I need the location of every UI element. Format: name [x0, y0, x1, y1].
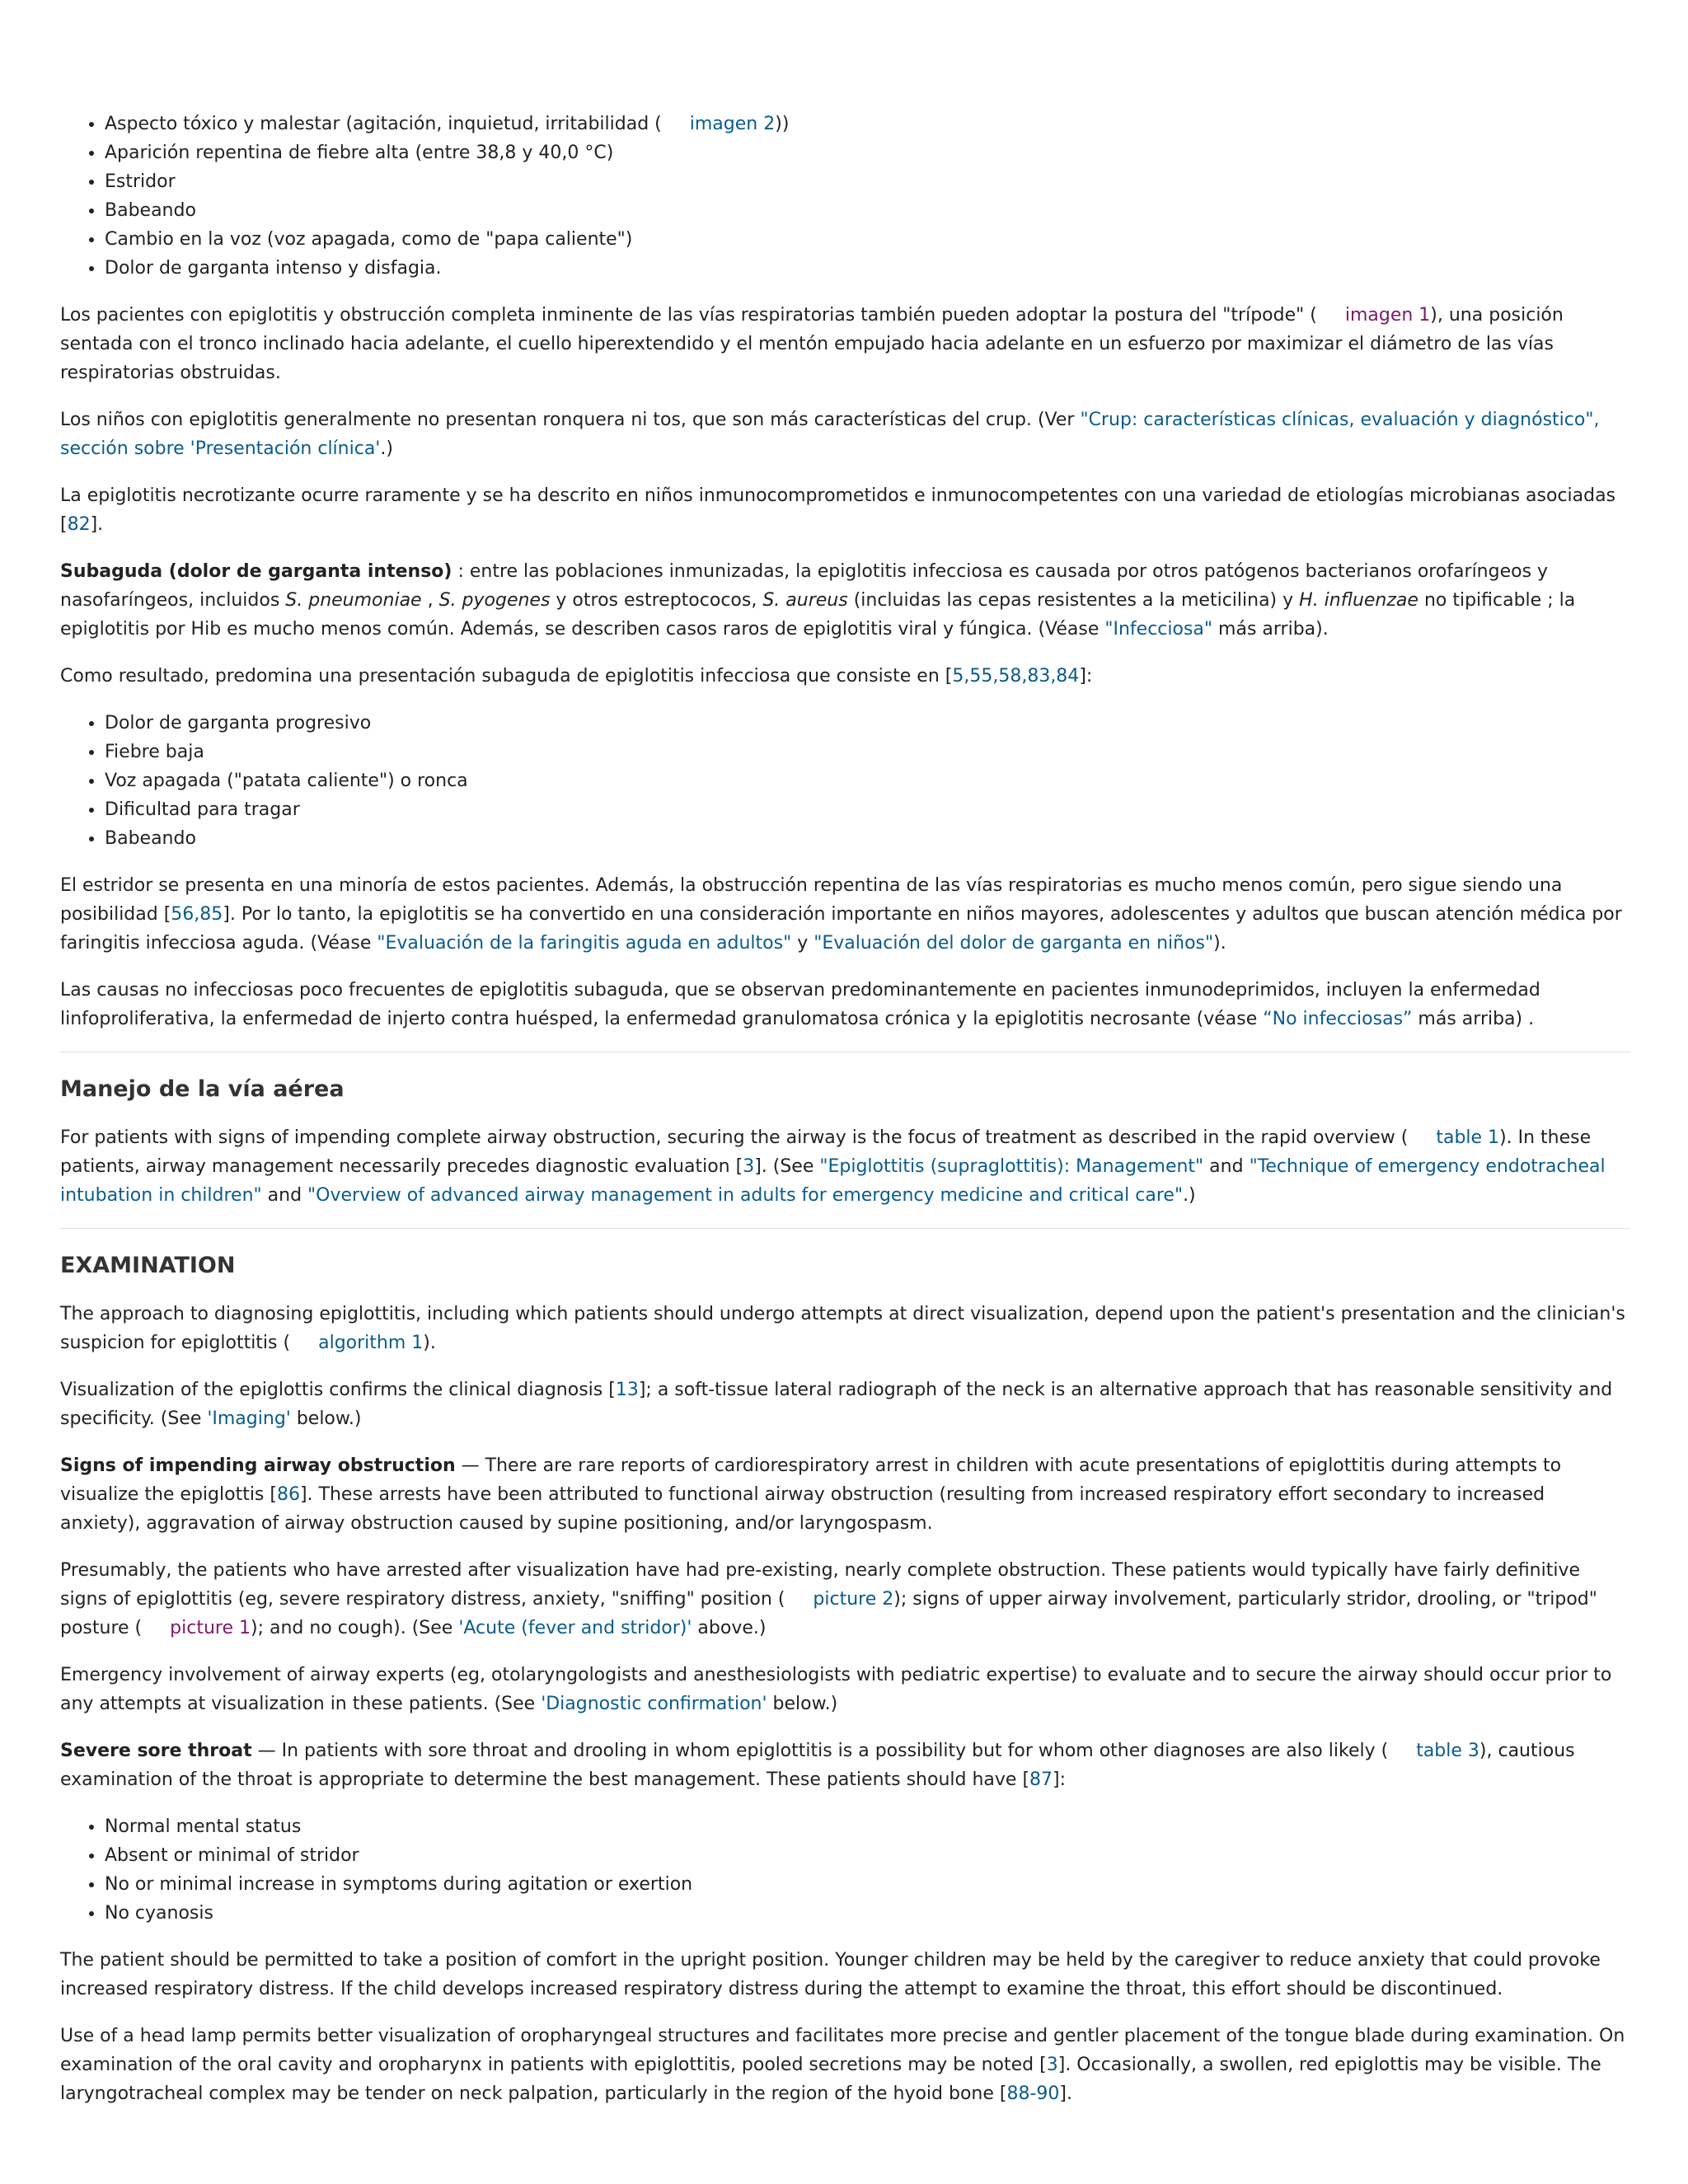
diagnostic-confirmation-link[interactable]: 'Diagnostic confirmation' — [541, 1694, 767, 1714]
list-item: • No cyanosis — [105, 1899, 1630, 1928]
paragraph-subaguda: Subaguda (dolor de garganta intenso) : entre las poblaciones inmunizadas, la epiglotitis infecciosa es causada por otros patógenos bacterianos orofaríngeos y nasofaríngeos, incluidos S. pneumoniae , S. pyogenes y otros estreptococos, S. aureus (incluidas las cepas resistentes a la meticilina) y H. influenzae no tipificable ; la epiglotitis por Hib es mucho menos común. Además, se describen casos raros de epiglotitis viral y fúngica. (Véase "Infecciosa" más arriba). — [60, 561, 1576, 640]
paragraph-tripode: Los pacientes con epiglotitis y obstrucción completa inminente de las vías respiratorias también pueden adoptar la postura del "trípode" ( imagen 1), una posición sentada con el tronco inclinado hacia adelante, el cuello hiperextendido y el mentón empujado hacia adelante en un esfuerzo por maximizar el diámetro de las vías respiratorias obstruidas. — [60, 305, 1564, 383]
list-item: • Cambio en la voz (voz apagada, como de "papa caliente") — [105, 225, 1630, 254]
section-divider — [60, 1228, 1630, 1229]
reference-link[interactable]: 5,55,58,83,84 — [952, 666, 1080, 687]
list-item: • Dificultad para tragar — [105, 795, 1630, 824]
paragraph-presumably: Presumably, the patients who have arrested after visualization have had pre-existing, nearly complete obstruction. These patients would typically have fairly definitive signs of epiglottitis (eg, severe respiratory distress, anxiety, "sniffing" position ( picture 2); signs of upper airway involvement, particularly stridor, drooling, or "tripod" posture ( picture 1); and no cough). (See 'Acute (fever and stridor)' above.) — [60, 1560, 1597, 1638]
section-heading-manejo: Manejo de la vía aérea — [60, 1076, 345, 1102]
paragraph-necrotizante: La epiglotitis necrotizante ocurre raramente y se ha descrito en niños inmunocomprometidos e inmunocompetentes con una variedad de etiologías microbianas asociadas [82]. — [60, 485, 1616, 535]
imaging-link[interactable]: 'Imaging' — [207, 1408, 291, 1429]
reference-link[interactable]: 88-90 — [1006, 2083, 1060, 2104]
list-item: • Fiebre baja — [105, 738, 1630, 766]
acute-fever-stridor-link[interactable]: 'Acute (fever and stridor)' — [458, 1618, 692, 1638]
list-item: • Babeando — [105, 196, 1630, 225]
imagen-1-link[interactable]: imagen 1 — [1344, 305, 1431, 326]
list-item: • No or minimal increase in symptoms during agitation or exertion — [105, 1870, 1630, 1899]
list-item: • Aspecto tóxico y malestar (agitación, inquietud, irritabilidad ( imagen 2)) — [105, 110, 1630, 138]
intubation-children-link[interactable]: "Technique of emergency endotracheal intubation in children" — [60, 1156, 1606, 1206]
picture-1-link[interactable]: picture 1 — [170, 1618, 251, 1638]
bullet-list-criteria — [60, 1812, 1630, 1928]
paragraph-resultado: Como resultado, predomina una presentación subaguda de epiglotitis infecciosa que consiste en [5,55,58,83,84]: — [60, 666, 1093, 687]
reference-link[interactable]: 3 — [1046, 2055, 1058, 2075]
bullet-list-symptoms — [60, 110, 1630, 283]
faringitis-adultos-link[interactable]: "Evaluación de la faringitis aguda en adultos" — [377, 933, 792, 954]
algorithm-1-link[interactable]: algorithm 1 — [318, 1333, 424, 1353]
paragraph-comfort: The patient should be permitted to take a position of comfort in the upright position. Younger children may be held by the caregiver to reduce anxiety that could provoke increased respiratory distress. If the child develops increased respiratory distress during the attempt to examine the throat, this effort should be discontinued. — [60, 1950, 1601, 1999]
list-item: • Dolor de garganta intenso y disfagia. — [105, 254, 1630, 283]
list-item: • Dolor de garganta progresivo — [105, 709, 1630, 738]
section-heading-examination: EXAMINATION — [60, 1253, 236, 1278]
infecciosa-link[interactable]: "Infecciosa" — [1104, 619, 1213, 640]
list-item: • Absent or minimal of stridor — [105, 1841, 1630, 1870]
bullet-list-subaguda — [60, 709, 1630, 853]
paragraph-approach: The approach to diagnosing epiglottitis, including which patients should undergo attempts at direct visualization, depend upon the patient's presentation and the clinician's suspicion for epiglottitis ( algorithm 1). — [60, 1304, 1625, 1353]
paragraph-airway: For patients with signs of impending complete airway obstruction, securing the airway is the focus of treatment as described in the rapid overview ( table 1). In these patients, airway management necessarily precedes diagnostic evaluation [3]. (See "Epiglottitis (supraglottitis): Management" and "Technique of emergency endotracheal intubation in children" and "Overview of advanced airway management in adults for emergency medicine and critical care".) — [60, 1127, 1606, 1206]
list-item: • Babeando — [105, 824, 1630, 853]
list-item: • Estridor — [105, 167, 1630, 196]
reference-link[interactable]: 13 — [615, 1380, 639, 1400]
reference-link[interactable]: 82 — [67, 514, 91, 535]
no-infecciosas-link[interactable]: “No infecciosas” — [1263, 1009, 1413, 1029]
paragraph-impending-obstruction: Signs of impending airway obstruction — There are rare reports of cardiorespiratory arrest in children with acute presentations of epiglottitis during attempts to visualize the epiglottis [86]. These arrests have been attributed to functional airway obstruction (resulting from increased respiratory effort secondary to increased anxiety), aggravation of airway obstruction caused by supine positioning, and/or laryngospasm. — [60, 1455, 1562, 1534]
article-body — [60, 110, 1630, 2126]
paragraph-emergency: Emergency involvement of airway experts (eg, otolaryngologists and anesthesiologists with pediatric expertise) to evaluate and to secure the airway should occur prior to any attempts at visualization in these patients. (See 'Diagnostic confirmation' below.) — [60, 1665, 1612, 1714]
paragraph-severe-sore-throat: Severe sore throat — In patients with sore throat and drooling in whom epiglottitis is a possibility but for whom other diagnoses are also likely ( table 3), cautious examination of the throat is appropriate to determine the best management. These patients should have [87]: — [60, 1741, 1575, 1790]
reference-link[interactable]: 87 — [1029, 1769, 1053, 1790]
table-1-link[interactable]: table 1 — [1436, 1127, 1500, 1148]
paragraph-crup: Los niños con epiglotitis generalmente no presentan ronquera ni tos, que son más características del crup. (Ver "Crup: características clínicas, evaluación y diagnóstico", sección sobre 'Presentación clínica'.) — [60, 410, 1600, 459]
reference-link[interactable]: 86 — [276, 1484, 300, 1505]
garganta-ninos-link[interactable]: "Evaluación del dolor de garganta en niños" — [814, 933, 1214, 954]
epiglottitis-management-link[interactable]: "Epiglottitis (supraglottitis): Management" — [819, 1156, 1204, 1177]
crup-link[interactable]: "Crup: características clínicas, evaluación y diagnóstico", sección sobre 'Presentación clínica' — [60, 410, 1600, 459]
paragraph-visualization: Visualization of the epiglottis confirms the clinical diagnosis [13]; a soft-tissue lateral radiograph of the neck is an alternative approach that has reasonable sensitivity and specificity. (See 'Imaging' below.) — [60, 1380, 1613, 1429]
list-item: • Normal mental status — [105, 1812, 1630, 1841]
reference-link[interactable]: 3 — [743, 1156, 755, 1177]
advanced-airway-link[interactable]: "Overview of advanced airway management in adults for emergency medicine and critical care" — [307, 1185, 1184, 1206]
list-item: • Voz apagada ("patata caliente") o ronca — [105, 766, 1630, 795]
paragraph-estridor: El estridor se presenta en una minoría de estos pacientes. Además, la obstrucción repentina de las vías respiratorias es mucho menos común, pero sigue siendo una posibilidad [56,85]. Por lo tanto, la epiglotitis se ha convertido en una consideración importante en niños mayores, adolescentes y adultos que buscan atención médica por faringitis infecciosa aguda. (Véase "Evaluación de la faringitis aguda en adultos" y "Evaluación del dolor de garganta en niños"). — [60, 875, 1622, 954]
imagen-2-link[interactable]: imagen 2 — [689, 114, 776, 134]
table-3-link[interactable]: table 3 — [1416, 1741, 1479, 1761]
picture-2-link[interactable]: picture 2 — [813, 1589, 894, 1610]
list-item: • Aparición repentina de fiebre alta (entre 38,8 y 40,0 °C) — [105, 138, 1630, 167]
paragraph-head-lamp: Use of a head lamp permits better visualization of oropharyngeal structures and facilitates more precise and gentler placement of the tongue blade during examination. On examination of the oral cavity and oropharynx in patients with epiglottitis, pooled secretions may be noted [3]. Occasionally, a swollen, red epiglottis may be visible. The laryngotracheal complex may be tender on neck palpation, particularly in the region of the hyoid bone [88-90]. — [60, 2026, 1625, 2104]
reference-link[interactable]: 56,85 — [171, 904, 223, 925]
paragraph-no-infecciosas: Las causas no infecciosas poco frecuentes de epiglotitis subaguda, que se observan predominantemente en pacientes inmunodeprimidos, incluyen la enfermedad linfoproliferativa, la enfermedad de injerto contra huésped, la enfermedad granulomatosa crónica y la epiglotitis necrosante (véase “No infecciosas” más arriba) . — [60, 980, 1540, 1029]
